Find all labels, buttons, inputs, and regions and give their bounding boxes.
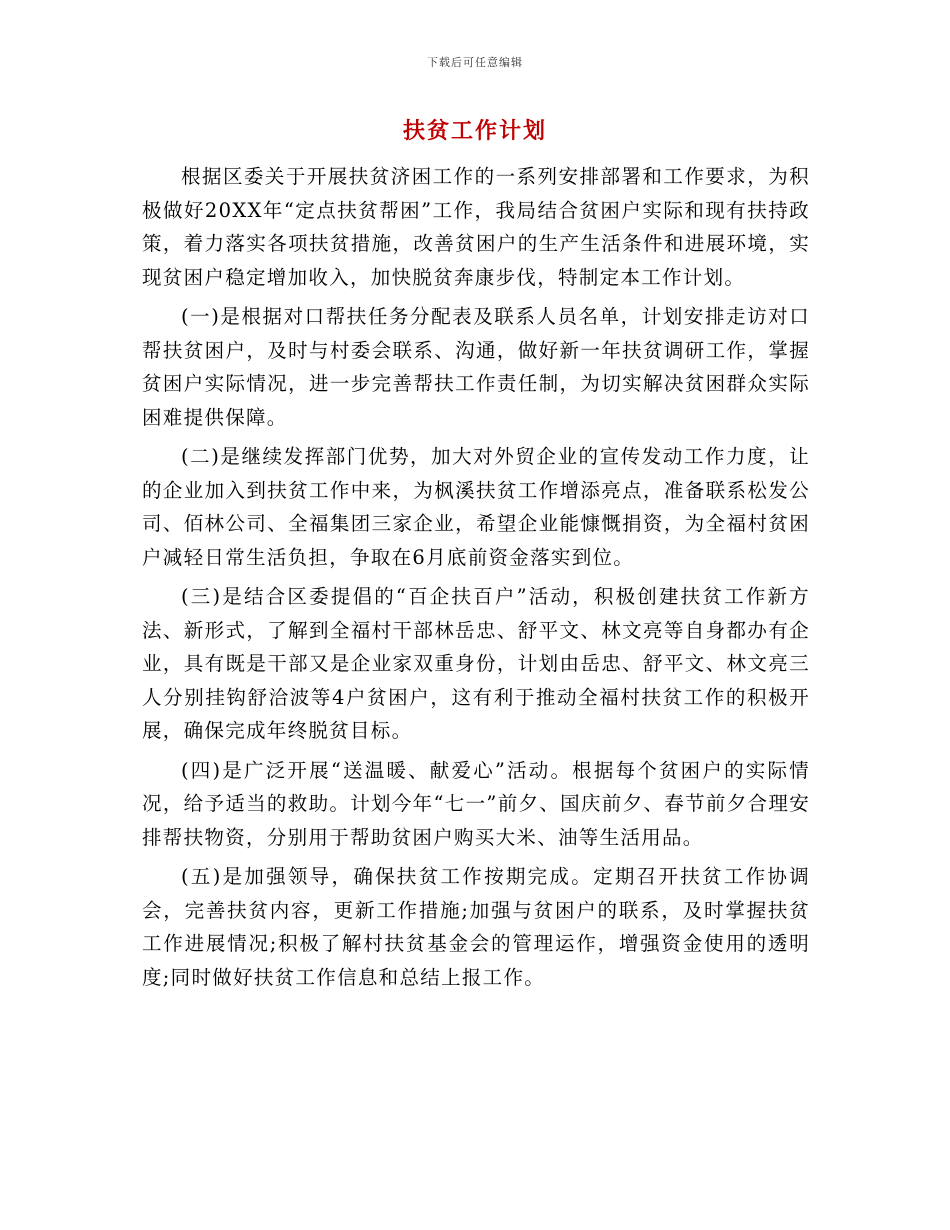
intro-paragraph: 根据区委关于开展扶贫济困工作的一系列安排部署和工作要求，为积极做好20XX年“定点扶贫帮困”工作，我局结合贫困户实际和现有扶持政策，着力落实各项扶贫措施，改善贫困户的生产生活条件和进展环境，实现贫困户稳定增加收入，加快脱贫奔康步伐，特制定本工作计划。 [142, 165, 810, 289]
page-title: 扶贫工作计划 [402, 119, 547, 144]
paragraph-item-2: (二)是继续发挥部门优势，加大对外贸企业的宣传发动工作力度，让的企业加入到扶贫工作中来，为枫溪扶贫工作增添亮点，准备联系松发公司、佰林公司、全福集团三家企业，希望企业能慷慨捐资，为全福村贫困户减轻日常生活负担，争取在6月底前资金落实到位。 [142, 445, 810, 569]
paragraph-item-4: (四)是广泛开展“送温暖、献爱心”活动。根据每个贫困户的实际情况，给予适当的救助。计划今年“七一”前夕、国庆前夕、春节前夕合理安排帮扶物资，分别用于帮助贫困户购买大米、油等生活用品。 [142, 758, 810, 849]
header-note: 下载后可任意编辑 [427, 56, 523, 69]
document-body [142, 160, 810, 1000]
paragraph-item-3: (三)是结合区委提倡的“百企扶百户”活动，积极创建扶贫工作新方法、新形式，了解到全福村干部林岳忠、舒平文、林文亮等自身都办有企业，具有既是干部又是企业家双重身份，计划由岳忠、舒平文、林文亮三人分别挂钩舒洽波等4户贫困户，这有利于推动全福村扶贫工作的积极开展，确保完成年终脱贫目标。 [142, 585, 810, 742]
paragraph-item-1: (一)是根据对口帮扶任务分配表及联系人员名单，计划安排走访对口帮扶贫困户，及时与村委会联系、沟通，做好新一年扶贫调研工作，掌握贫困户实际情况，进一步完善帮扶工作责任制，为切实解决贫困群众实际困难提供保障。 [142, 305, 810, 429]
paragraph-item-5: (五)是加强领导，确保扶贫工作按期完成。定期召开扶贫工作协调会，完善扶贫内容，更新工作措施;加强与贫困户的联系，及时掌握扶贫工作进展情况;积极了解村扶贫基金会的管理运作，增强资金使用的透明度;同时做好扶贫工作信息和总结上报工作。 [142, 865, 810, 989]
